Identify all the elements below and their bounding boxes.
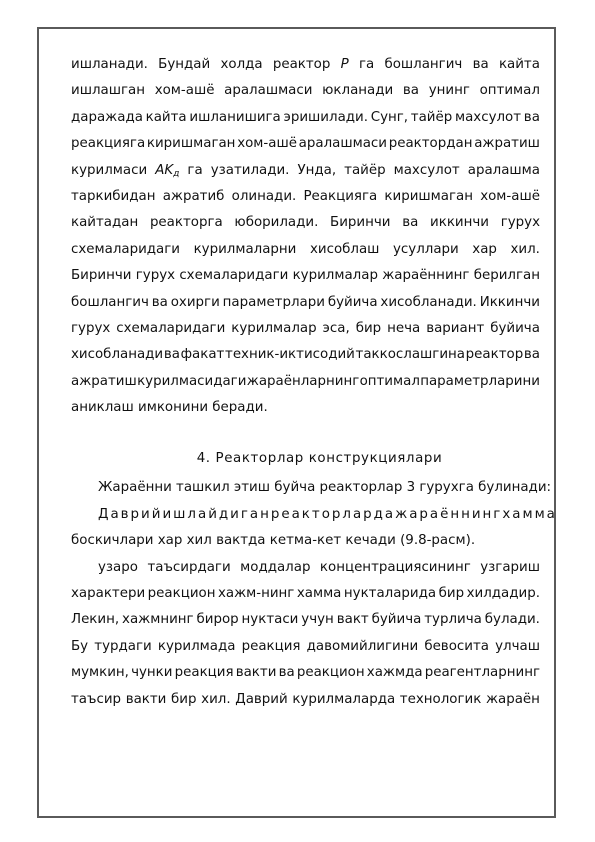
text-line: кайтадан реакторга юборилади. Биринчи ва иккинчи гурух <box>71 215 540 231</box>
text-line: ишланади. Бундай холда реактор P га бошлангич ва кайта <box>71 57 540 72</box>
text-line: таъсир вакти бир хил. Даврий курилмаларда технологик жараён <box>71 691 540 707</box>
text-line: схемаларидаги курилмаларни хисоблаш усуллари хар хил. <box>71 241 540 257</box>
text-line: Бу турдаги курилмада реакция давомийлигини бевосита улчаш <box>71 638 540 654</box>
text-line: боскичлари хар хил вактда кетма-кет кечади (9.8-расм). <box>71 533 476 549</box>
text-line: реакцияга киришмаган хом-ашё аралашмаси реактордан ажратиш <box>71 136 540 152</box>
text-line: ишлашган хом-ашё аралашмаси юкланади ва унинг оптимал <box>71 83 540 99</box>
text-line: мумкин, чунки реакция вакти ва реакцион хажмда реагентларнинг <box>71 665 540 681</box>
text-line: хисобланади ва факат техник-иктисодий таккослашгина реактор ва <box>71 347 540 363</box>
document-body <box>71 52 557 713</box>
text-line: характери реакцион хажм-нинг хамма нукталарида бир хилдадир. <box>71 586 540 602</box>
paragraph-reactor-groups <box>71 475 552 501</box>
text-line: гурух схемаларидаги курилмалар эса, бир неча вариант буйича <box>71 320 540 336</box>
text-line: узаро таъсирдаги моддалар концентрациясининг узгариш <box>98 559 540 575</box>
text-line: аниклаш имконини беради. <box>71 400 268 416</box>
text-line: Жараённи ташкил этиш буйча реакторлар 3 гурухга булинади: <box>98 480 552 496</box>
section-heading: 4. Реакторлар конструкциялари <box>196 451 443 467</box>
paragraph-reactor-loading <box>71 52 540 421</box>
text-line: Даврий ишлайдиган реакторларда жараённинг хамма <box>98 506 557 522</box>
text-line: Биринчи гурух схемаларидаги курилмалар жараённинг берилган <box>71 268 540 284</box>
text-line: Лекин, хажмнинг бирор нуктаси учун вакт буйича турлича булади. <box>71 612 540 628</box>
paragraph-batch-reactors <box>71 502 557 555</box>
text-line: бошлангич ва охирги параметрлари буйича хисобланади. Иккинчи <box>71 294 540 310</box>
paragraph-concentration <box>71 555 540 713</box>
text-line: ажратиш курилмасидаги жараёнларнинг оптимал параметрларини <box>71 373 540 389</box>
text-line: курилмаси $AK_д$ га узатилади. Унда, тайёр махсулот аралашма <box>71 162 540 179</box>
text-line: даражада кайта ишланишига эришилади. Сунг, тайёр махсулот ва <box>71 109 540 125</box>
text-line: таркибидан ажратиб олинади. Реакцияга киришмаган хом-ашё <box>71 188 540 204</box>
